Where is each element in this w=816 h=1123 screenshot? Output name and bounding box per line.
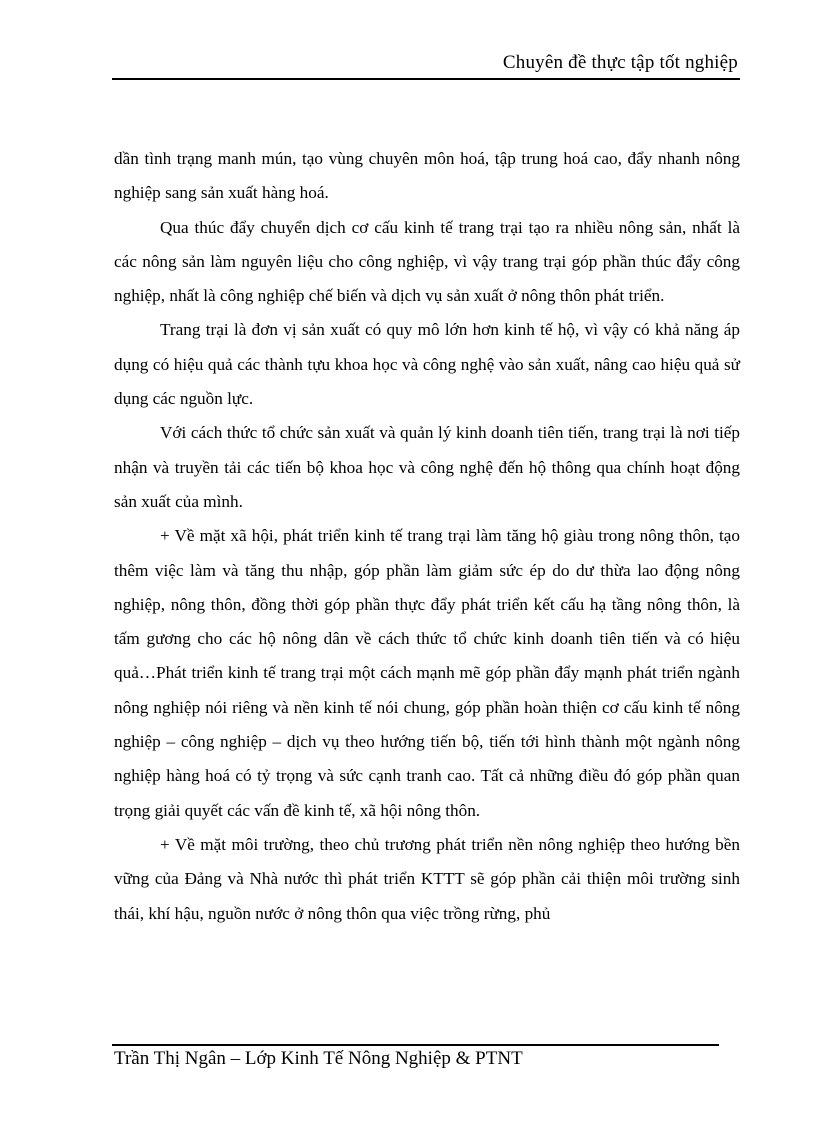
header-divider xyxy=(112,78,740,80)
paragraph-6: + Về mặt môi trường, theo chủ trương phát triển nền nông nghiệp theo hướng bền vững của Đảng và Nhà nước thì phát triển KTTT sẽ góp phần cải thiện môi trường sinh thái, khí hậu, nguồn nước ở nông thôn qua việc trồng rừng, phủ xyxy=(114,834,740,923)
paragraph-5: + Về mặt xã hội, phát triển kinh tế trang trại làm tăng hộ giàu trong nông thôn, tạo thêm việc làm và tăng thu nhập, góp phần làm giảm sức ép do dư thừa lao động nông nghiệp, nông thôn, đồng thời góp phần thực đẩy phát triển kết cấu hạ tầng nông thôn, là tấm gương cho các hộ nông dân về cách thức tổ chức kinh doanh tiên tiến và có hiệu quả…Phát triển kinh tế trang trại một cách mạnh mẽ góp phần đẩy mạnh phát triển ngành nông nghiệp nói riêng và nền kinh tế nói chung, góp phần hoàn thiện cơ cấu kinh tế nông nghiệp – công nghiệp – dịch vụ theo hướng tiến bộ, tiến tới hình thành một ngành nông nghiệp hàng hoá có tỷ trọng và sức cạnh tranh cao. Tất cả những điều đó góp phần quan trọng giải quyết các vấn đề kinh tế, xã hội nông thôn. xyxy=(114,526,740,820)
document-body xyxy=(114,142,740,931)
page-footer-author: Trần Thị Ngân – Lớp Kinh Tế Nông Nghiệp & PTNT xyxy=(114,1048,523,1069)
paragraph-4: Với cách thức tổ chức sản xuất và quản lý kinh doanh tiên tiến, trang trại là nơi tiếp nhận và truyền tải các tiến bộ khoa học và công nghệ đến hộ thông qua chính hoạt động sản xuất của mình. xyxy=(114,423,740,511)
paragraph-1: dần tình trạng manh mún, tạo vùng chuyên môn hoá, tập trung hoá cao, đẩy nhanh nông nghiệp sang sản xuất hàng hoá. xyxy=(114,149,740,203)
paragraph-2: Qua thúc đẩy chuyển dịch cơ cấu kinh tế trang trại tạo ra nhiều nông sản, nhất là các nông sản làm nguyên liệu cho công nghiệp, vì vậy trang trại góp phần thúc đẩy công nghiệp, nhất là công nghiệp chế biến và dịch vụ sản xuất ở nông thôn phát triển. xyxy=(114,217,740,306)
footer-divider xyxy=(112,1044,719,1046)
page-header-title: Chuyên đề thực tập tốt nghiệp xyxy=(502,52,738,73)
paragraph-3: Trang trại là đơn vị sản xuất có quy mô lớn hơn kinh tế hộ, vì vậy có khả năng áp dụng có hiệu quả các thành tựu khoa học và công nghệ vào sản xuất, nâng cao hiệu quả sử dụng các nguồn lực. xyxy=(114,320,740,409)
